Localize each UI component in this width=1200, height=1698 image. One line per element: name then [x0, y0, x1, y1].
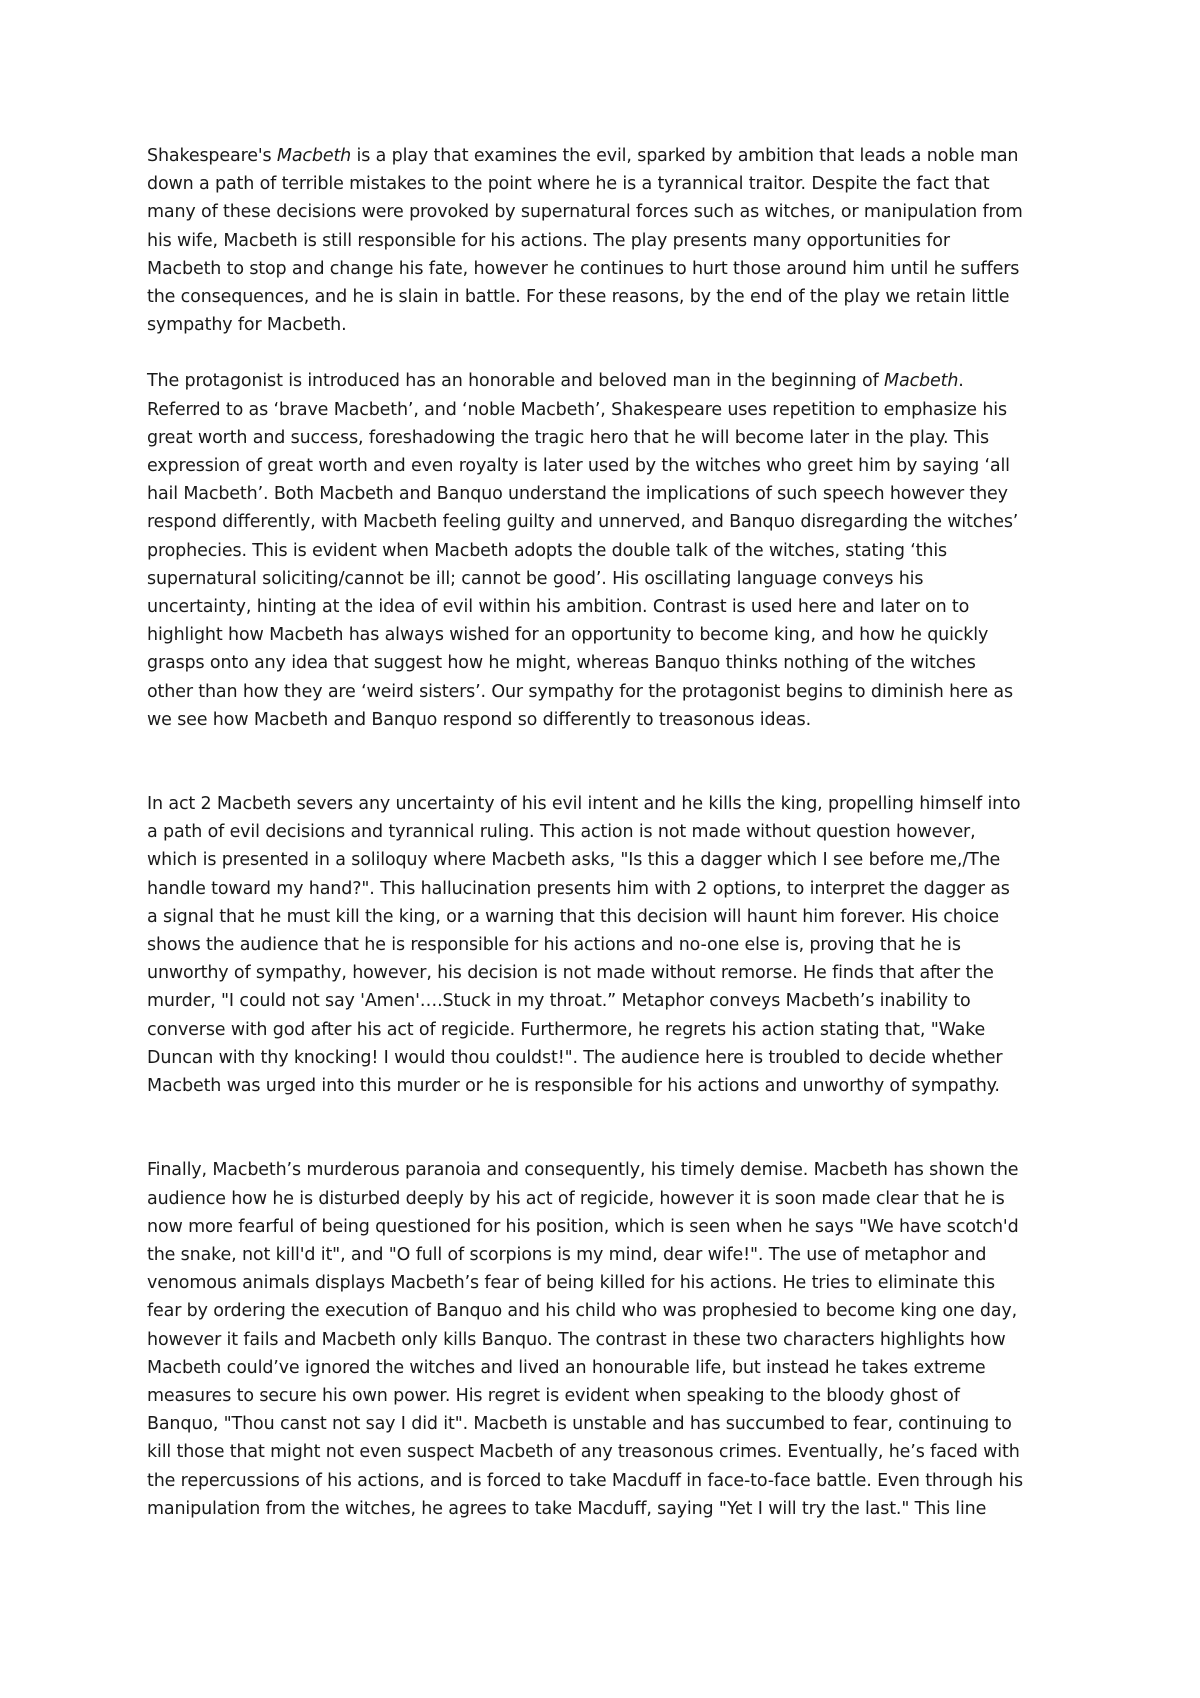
- text-run: manipulation from the witches, he agrees to take Macduff, saying "Yet I will try the last." This line: [147, 1498, 987, 1519]
- text-run: a path of evil decisions and tyrannical ruling. This action is not made without question however,: [147, 822, 976, 843]
- text-run: Macbeth to stop and change his fate, however he continues to hurt those around him until he suffers: [147, 258, 1020, 279]
- text-run: uncertainty, hinting at the idea of evil within his ambition. Contrast is used here and later on to: [147, 597, 970, 618]
- text-line: [147, 1241, 1067, 1269]
- text-line: [147, 1044, 1067, 1072]
- text-line: [147, 1213, 1067, 1241]
- text-run: In act 2 Macbeth severs any uncertainty of his evil intent and he kills the king, propelling himself into: [147, 794, 1021, 815]
- text-run: The protagonist is introduced has an honorable and beloved man in the beginning of: [147, 371, 885, 392]
- text-run: Duncan with thy knocking! I would thou couldst!". The audience here is troubled to decide whether: [147, 1047, 1003, 1068]
- text-line: [147, 649, 1067, 677]
- text-line: [147, 903, 1067, 931]
- text-run: hail Macbeth’. Both Macbeth and Banquo understand the implications of such speech however they: [147, 484, 1008, 505]
- text-line: [147, 875, 1067, 903]
- text-run: unworthy of sympathy, however, his decision is not made without remorse. He finds that after the: [147, 963, 994, 984]
- text-run: many of these decisions were provoked by supernatural forces such as witches, or manipulation from: [147, 202, 1023, 223]
- text-line: [147, 1297, 1067, 1325]
- text-run: his wife, Macbeth is still responsible for his actions. The play presents many opportunities for: [147, 230, 950, 251]
- text-line: [147, 790, 1067, 818]
- text-run: which is presented in a soliloquy where Macbeth asks, "Is this a dagger which I see before me,/The: [147, 850, 1001, 871]
- text-run: grasps onto any idea that suggest how he might, whereas Banquo thinks nothing of the witches: [147, 653, 976, 674]
- text-run: now more fearful of being questioned for his position, which is seen when he says "We have scotch'd: [147, 1216, 1019, 1237]
- text-run: great worth and success, foreshadowing the tragic hero that he will become later in the play. This: [147, 427, 989, 448]
- text-line: [147, 311, 1067, 339]
- text-run: Finally, Macbeth’s murderous paranoia and consequently, his timely demise. Macbeth has shown the: [147, 1160, 1019, 1181]
- paragraph-protagonist: [147, 367, 1067, 734]
- text-line: [147, 565, 1067, 593]
- text-run: however it fails and Macbeth only kills Banquo. The contrast in these two characters highlights how: [147, 1329, 1006, 1350]
- italic-title: Macbeth: [276, 146, 352, 166]
- text-line: [147, 452, 1067, 480]
- text-line: [147, 255, 1067, 283]
- text-run: is a play that examines the evil, sparked by ambition that leads a noble man: [351, 146, 1019, 166]
- text-run: supernatural soliciting/cannot be ill; cannot be good’. His oscillating language conveys his: [147, 568, 924, 589]
- text-line: [147, 283, 1067, 311]
- text-line: [147, 818, 1067, 846]
- text-run: fear by ordering the execution of Banquo and his child who was prophesied to become king one day,: [147, 1301, 1017, 1322]
- essay-body: [147, 142, 1067, 1523]
- text-run: respond differently, with Macbeth feeling guilty and unnerved, and Banquo disregarding the witches’: [147, 512, 1019, 533]
- text-line: [147, 1326, 1067, 1354]
- text-run: prophecies. This is evident when Macbeth adopts the double talk of the witches, stating ‘this: [147, 540, 948, 561]
- text-run: audience how he is disturbed deeply by his act of regicide, however it is soon made clear that he is: [147, 1188, 1005, 1209]
- text-line: [147, 367, 1067, 395]
- text-line: [147, 537, 1067, 565]
- text-line: [147, 1438, 1067, 1466]
- text-line: [147, 1354, 1067, 1382]
- text-line: [147, 227, 1067, 255]
- text-line: [147, 1016, 1067, 1044]
- text-line: [147, 1072, 1067, 1100]
- text-line: [147, 424, 1067, 452]
- text-line: [147, 706, 1067, 734]
- text-run: down a path of terrible mistakes to the point where he is a tyrannical traitor. Despite the fact that: [147, 174, 990, 195]
- text-run: measures to secure his own power. His regret is evident when speaking to the bloody ghost of: [147, 1385, 960, 1406]
- text-line: [147, 678, 1067, 706]
- text-run: we see how Macbeth and Banquo respond so differently to treasonous ideas.: [147, 709, 812, 730]
- text-line: [147, 621, 1067, 649]
- text-run: kill those that might not even suspect Macbeth of any treasonous crimes. Eventually, he’s faced with: [147, 1442, 1020, 1463]
- text-line: [147, 170, 1067, 198]
- text-line: [147, 1185, 1067, 1213]
- text-line: [147, 931, 1067, 959]
- paragraph-act-2: [147, 790, 1067, 1100]
- text-line: [147, 846, 1067, 874]
- text-run: Banquo, "Thou canst not say I did it". Macbeth is unstable and has succumbed to fear, continuing to: [147, 1414, 1012, 1435]
- text-run: a signal that he must kill the king, or a warning that this decision will haunt him forever. His choice: [147, 906, 1000, 927]
- text-run: shows the audience that he is responsible for his actions and no-one else is, proving that he is: [147, 935, 961, 956]
- italic-title: Macbeth: [884, 371, 959, 392]
- text-line: [147, 1382, 1067, 1410]
- text-line: [147, 1467, 1067, 1495]
- text-run: the snake, not kill'd it", and "O full of scorpions is my mind, dear wife!". The use of metaphor and: [147, 1244, 987, 1265]
- text-run: Referred to as ‘brave Macbeth’, and ‘noble Macbeth’, Shakespeare uses repetition to emphasize his: [147, 399, 1007, 420]
- text-line: [147, 1410, 1067, 1438]
- text-run: expression of great worth and even royalty is later used by the witches who greet him by saying ‘all: [147, 456, 1010, 477]
- text-run: converse with god after his act of regicide. Furthermore, he regrets his action stating that, "Wake: [147, 1019, 986, 1040]
- text-line: [147, 959, 1067, 987]
- text-run: other than how they are ‘weird sisters’. Our sympathy for the protagonist begins to diminish here as: [147, 681, 1013, 702]
- text-line: [147, 1156, 1067, 1184]
- text-run: Shakespeare's: [147, 146, 277, 166]
- text-line: [147, 480, 1067, 508]
- text-run: .: [958, 371, 964, 392]
- text-run: venomous animals displays Macbeth’s fear of being killed for his actions. He tries to eliminate this: [147, 1273, 995, 1294]
- text-run: Macbeth could’ve ignored the witches and lived an honourable life, but instead he takes extreme: [147, 1357, 986, 1378]
- text-run: sympathy for Macbeth.: [147, 315, 347, 336]
- paragraph-paranoia: [147, 1156, 1067, 1523]
- text-run: Macbeth was urged into this murder or he is responsible for his actions and unworthy of sympathy.: [147, 1076, 1000, 1097]
- text-line: [147, 142, 1067, 170]
- text-run: highlight how Macbeth has always wished for an opportunity to become king, and how he quickly: [147, 625, 989, 646]
- text-line: [147, 1269, 1067, 1297]
- paragraph-intro: [147, 142, 1067, 339]
- text-line: [147, 1495, 1067, 1523]
- text-run: the consequences, and he is slain in battle. For these reasons, by the end of the play we retain little: [147, 287, 1010, 308]
- text-line: [147, 987, 1067, 1015]
- text-line: [147, 593, 1067, 621]
- text-run: murder, "I could not say 'Amen'….Stuck in my throat.” Metaphor conveys Macbeth’s inability to: [147, 991, 971, 1012]
- text-line: [147, 508, 1067, 536]
- text-line: [147, 198, 1067, 226]
- text-run: the repercussions of his actions, and is forced to take Macduff in face-to-face battle. Even through his: [147, 1470, 1023, 1491]
- text-line: [147, 396, 1067, 424]
- text-run: handle toward my hand?". This hallucination presents him with 2 options, to interpret the dagger as: [147, 878, 1010, 899]
